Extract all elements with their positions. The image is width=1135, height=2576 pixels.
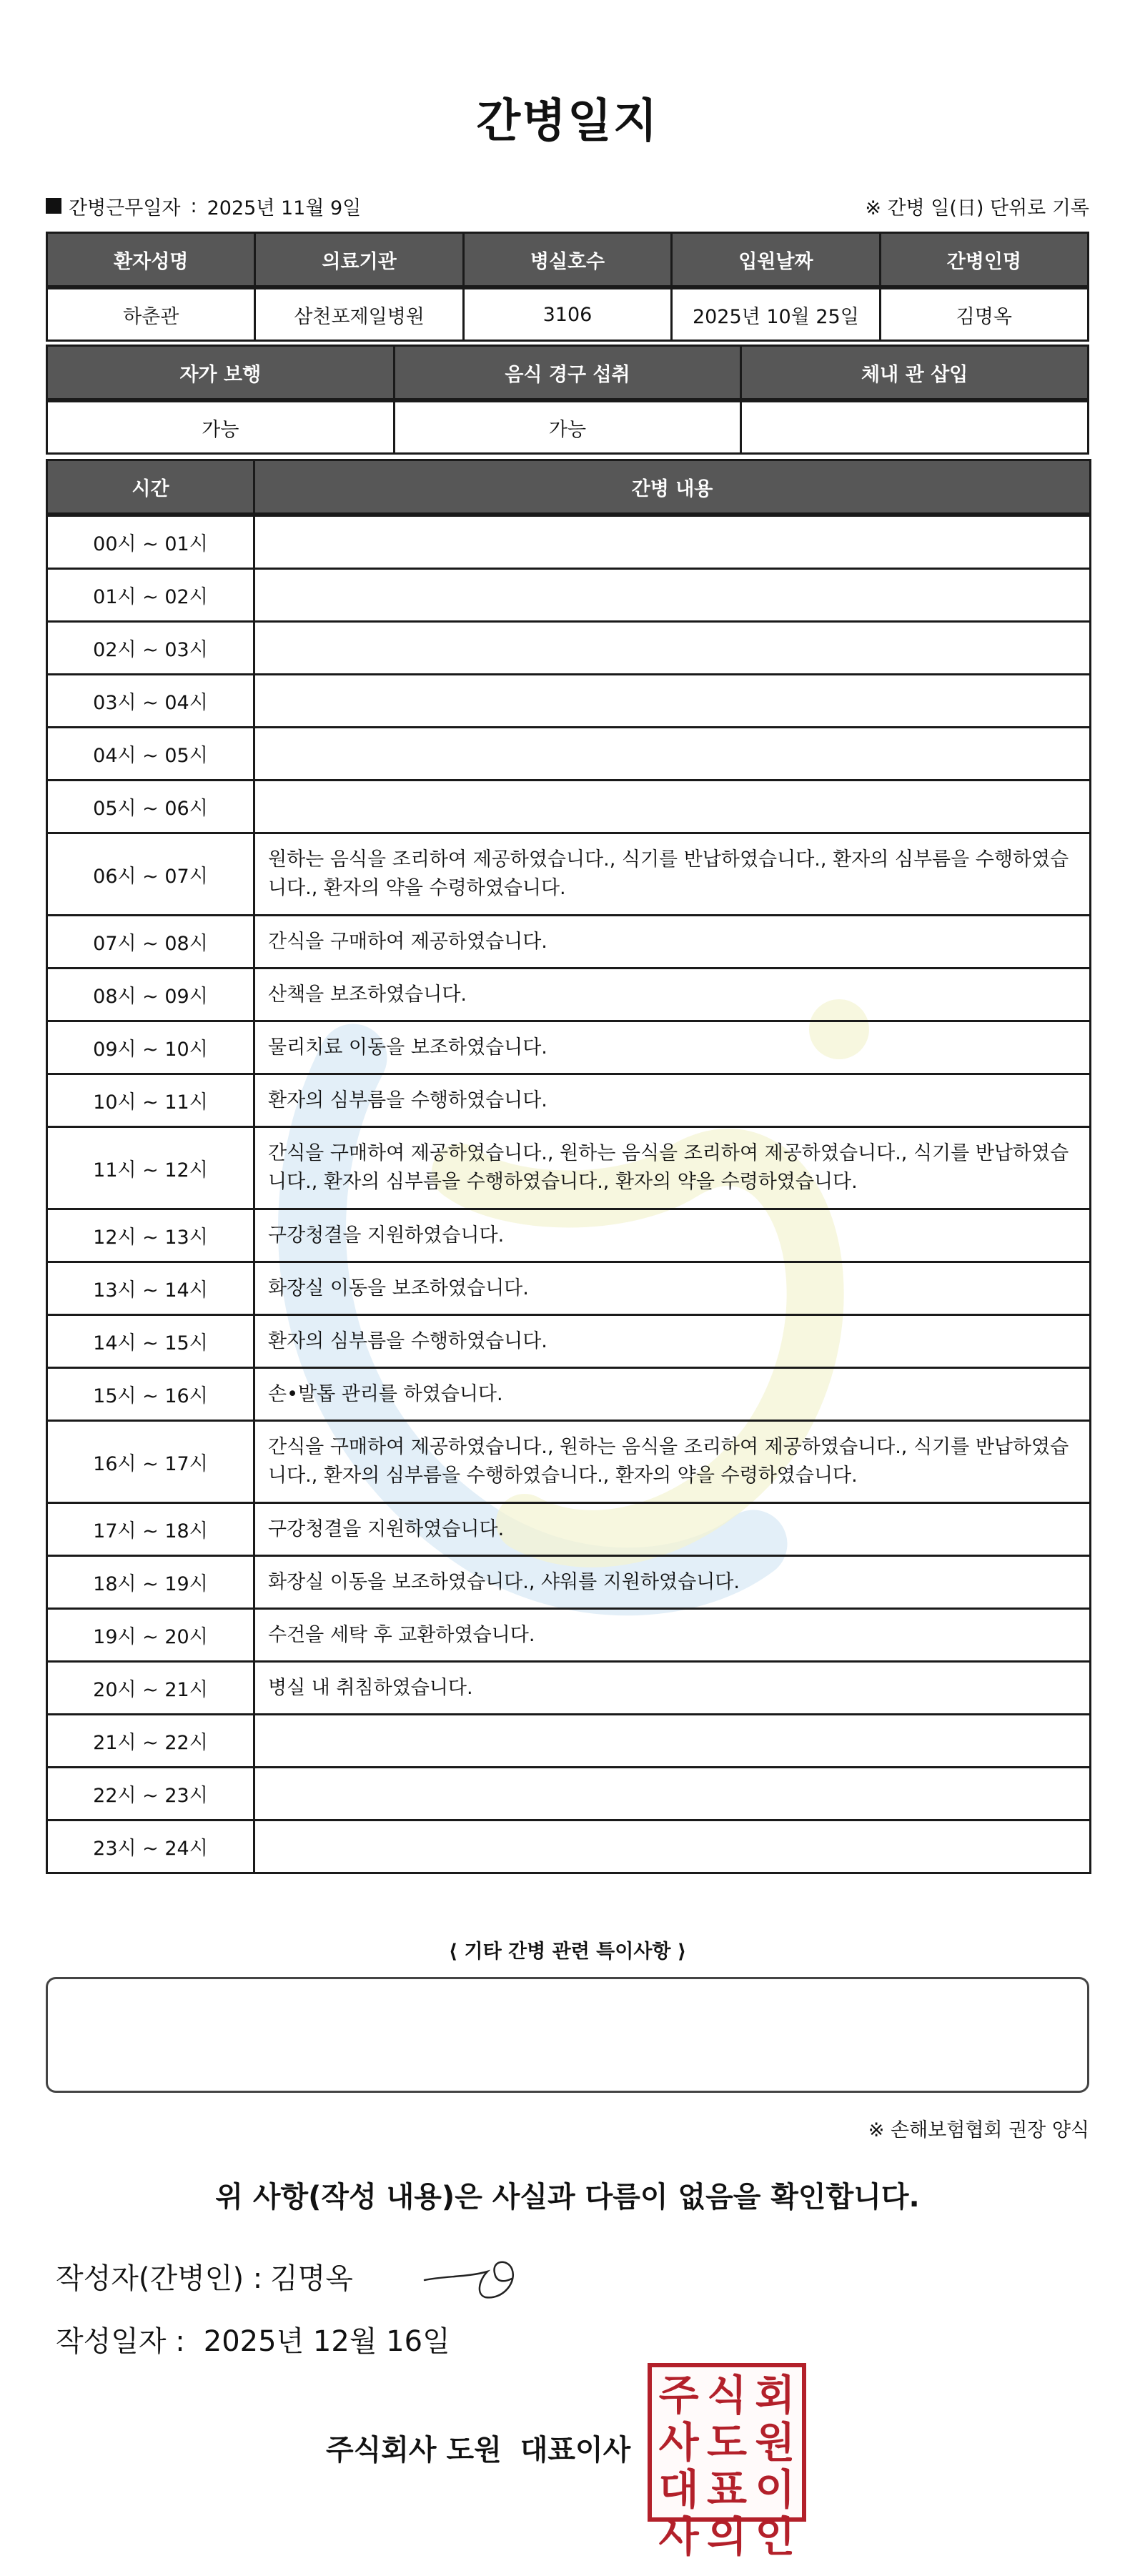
- page-title: 간병일지: [476, 95, 659, 148]
- care-content-cell: 간식을 구매하여 제공하였습니다.: [254, 916, 1091, 969]
- time-cell: 23시 ~ 24시: [47, 1820, 254, 1873]
- care-log-table: [46, 459, 1091, 1874]
- care-content-cell: 환자의 심부름을 수행하였습니다.: [254, 1074, 1091, 1127]
- time-cell: 06시 ~ 07시: [47, 833, 254, 916]
- admission-date: 2025년 10월 25일: [672, 287, 880, 341]
- header-tube-insertion: 체내 관 삽입: [741, 346, 1089, 401]
- room-number: 3106: [463, 287, 671, 341]
- seal-character: 주: [658, 2371, 699, 2419]
- seal-character: 사: [658, 2418, 699, 2467]
- table-row: [47, 622, 1091, 675]
- patient-info-table: [46, 232, 1089, 342]
- care-content-cell: [254, 1820, 1091, 1873]
- care-content-cell: [254, 569, 1091, 622]
- company-name: 주식회사 도원: [326, 2434, 502, 2467]
- care-content-cell: [254, 1715, 1091, 1768]
- recommendation-note: ※ 손해보험협회 권장 양식: [868, 2119, 1089, 2141]
- table-row: [47, 1074, 1091, 1127]
- seal-character: 식: [706, 2371, 747, 2419]
- header-caregiver-name: 간병인명: [880, 233, 1088, 288]
- time-cell: 00시 ~ 01시: [47, 515, 254, 569]
- work-date: [46, 192, 361, 220]
- table-row: [47, 1315, 1091, 1368]
- seal-character: 이: [755, 2465, 796, 2514]
- time-cell: 10시 ~ 11시: [47, 1074, 254, 1127]
- care-content-cell: [254, 675, 1091, 728]
- time-cell: 12시 ~ 13시: [47, 1209, 254, 1262]
- square-bullet-icon: [46, 198, 61, 214]
- care-content-cell: 구강청결을 지원하였습니다.: [254, 1503, 1091, 1556]
- care-content-cell: 구강청결을 지원하였습니다.: [254, 1209, 1091, 1262]
- header-admission-date: 입원날짜: [672, 233, 880, 288]
- care-content-cell: [254, 1768, 1091, 1820]
- care-content-cell: [254, 515, 1091, 569]
- time-cell: 02시 ~ 03시: [47, 622, 254, 675]
- hospital-name: 삼천포제일병원: [255, 287, 463, 341]
- seal-character: 의: [706, 2512, 747, 2561]
- work-date-separator: :: [190, 194, 197, 217]
- header-self-walking: 자가 보행: [47, 346, 395, 401]
- time-cell: 14시 ~ 15시: [47, 1315, 254, 1368]
- table-row: [47, 1421, 1091, 1503]
- time-cell: 21시 ~ 22시: [47, 1715, 254, 1768]
- table-row: [47, 1262, 1091, 1315]
- time-cell: 13시 ~ 14시: [47, 1262, 254, 1315]
- care-content-cell: 화장실 이동을 보조하였습니다., 샤워를 지원하였습니다.: [254, 1556, 1091, 1609]
- table-row: [47, 1503, 1091, 1556]
- time-cell: 11시 ~ 12시: [47, 1127, 254, 1209]
- care-content-cell: 간식을 구매하여 제공하였습니다., 원하는 음식을 조리하여 제공하였습니다., 식기를 반납하였습니다., 환자의 심부름을 수행하였습니다., 환자의 약을 수령하였습니다.: [254, 1127, 1091, 1209]
- seal-character: 원: [755, 2418, 796, 2467]
- table-row: [47, 781, 1091, 833]
- table-row: [47, 1556, 1091, 1609]
- time-cell: 07시 ~ 08시: [47, 916, 254, 969]
- seal-character: 도: [706, 2418, 747, 2467]
- seal-character: 인: [755, 2512, 796, 2561]
- care-content-cell: 환자의 심부름을 수행하였습니다.: [254, 1315, 1091, 1368]
- time-cell: 01시 ~ 02시: [47, 569, 254, 622]
- care-content-cell: [254, 728, 1091, 781]
- header-care-content: 간병 내용: [254, 460, 1091, 515]
- care-content-cell: [254, 781, 1091, 833]
- care-content-cell: 수건을 세탁 후 교환하였습니다.: [254, 1609, 1091, 1662]
- table-row: [47, 1127, 1091, 1209]
- care-content-cell: 화장실 이동을 보조하였습니다.: [254, 1262, 1091, 1315]
- table-row: [47, 515, 1091, 569]
- header-patient-name: 환자성명: [47, 233, 255, 288]
- caregiver-name: 김명옥: [880, 287, 1088, 341]
- table-row: [47, 569, 1091, 622]
- header-hospital: 의료기관: [255, 233, 463, 288]
- record-unit-note: ※ 간병 일(日) 단위로 기록: [865, 197, 1089, 219]
- care-content-cell: [254, 622, 1091, 675]
- seal-character: 표: [706, 2465, 747, 2514]
- time-cell: 05시 ~ 06시: [47, 781, 254, 833]
- time-cell: 04시 ~ 05시: [47, 728, 254, 781]
- time-cell: 22시 ~ 23시: [47, 1768, 254, 1820]
- written-date-label: 작성일자 :: [56, 2325, 185, 2358]
- special-notes-title: ⟨ 기타 간병 관련 특이사항 ⟩: [448, 1941, 687, 1963]
- header-room-number: 병실호수: [463, 233, 671, 288]
- work-date-value: 2025년 11월 9일: [207, 197, 362, 219]
- table-row: [47, 1768, 1091, 1820]
- patient-name: 하춘관: [47, 287, 255, 341]
- writer-label: 작성자(간병인) :: [56, 2262, 263, 2295]
- table-row: [47, 1820, 1091, 1873]
- table-row: [47, 969, 1091, 1021]
- special-notes-box: [46, 1977, 1089, 2093]
- table-row: [47, 916, 1091, 969]
- table-row: [47, 1609, 1091, 1662]
- table-row: [47, 728, 1091, 781]
- time-cell: 15시 ~ 16시: [47, 1368, 254, 1421]
- written-date-value: 2025년 12월 16일: [203, 2325, 450, 2358]
- ability-table: [46, 345, 1089, 455]
- oral-intake-value: 가능: [394, 400, 741, 454]
- work-date-label: 간병근무일자: [69, 197, 181, 219]
- care-content-cell: 병실 내 취침하였습니다.: [254, 1662, 1091, 1715]
- handwritten-signature: [417, 2239, 539, 2303]
- table-row: [47, 1021, 1091, 1074]
- time-cell: 09시 ~ 10시: [47, 1021, 254, 1074]
- table-row: [47, 833, 1091, 916]
- time-cell: 08시 ~ 09시: [47, 969, 254, 1021]
- care-content-cell: 물리치료 이동을 보조하였습니다.: [254, 1021, 1091, 1074]
- time-cell: 03시 ~ 04시: [47, 675, 254, 728]
- tube-insertion-value: [741, 400, 1089, 454]
- care-content-cell: 산책을 보조하였습니다.: [254, 969, 1091, 1021]
- care-content-cell: 손•발톱 관리를 하였습니다.: [254, 1368, 1091, 1421]
- meta-row: [46, 192, 1089, 220]
- time-cell: 17시 ~ 18시: [47, 1503, 254, 1556]
- table-row: [47, 675, 1091, 728]
- care-content-cell: 원하는 음식을 조리하여 제공하였습니다., 식기를 반납하였습니다., 환자의 심부름을 수행하였습니다., 환자의 약을 수령하였습니다.: [254, 833, 1091, 916]
- care-log-rows: [47, 515, 1091, 1873]
- confirmation-statement: 위 사항(작성 내용)은 사실과 다름이 없음을 확인합니다.: [215, 2181, 920, 2214]
- time-cell: 19시 ~ 20시: [47, 1609, 254, 1662]
- table-row: [47, 1368, 1091, 1421]
- care-content-cell: 간식을 구매하여 제공하였습니다., 원하는 음식을 조리하여 제공하였습니다., 식기를 반납하였습니다., 환자의 심부름을 수행하였습니다., 환자의 약을 수령하였습니다.: [254, 1421, 1091, 1503]
- writer-name: 김명옥: [270, 2262, 353, 2295]
- seal-character: 회: [755, 2371, 796, 2419]
- self-walking-value: 가능: [47, 400, 395, 454]
- seal-character: 대: [658, 2465, 699, 2514]
- company-representative-title: 대표이사: [520, 2434, 631, 2467]
- time-cell: 16시 ~ 17시: [47, 1421, 254, 1503]
- seal-character: 사: [658, 2512, 699, 2561]
- header-oral-intake: 음식 경구 섭취: [394, 346, 741, 401]
- company-signature: [326, 2427, 630, 2468]
- table-row: [47, 1715, 1091, 1768]
- time-cell: 18시 ~ 19시: [47, 1556, 254, 1609]
- writer-row: [56, 2256, 353, 2297]
- time-cell: 20시 ~ 21시: [47, 1662, 254, 1715]
- written-date-row: [56, 2319, 450, 2359]
- company-seal-stamp: [648, 2363, 806, 2561]
- table-row: [47, 1662, 1091, 1715]
- table-row: [47, 1209, 1091, 1262]
- header-time: 시간: [47, 460, 254, 515]
